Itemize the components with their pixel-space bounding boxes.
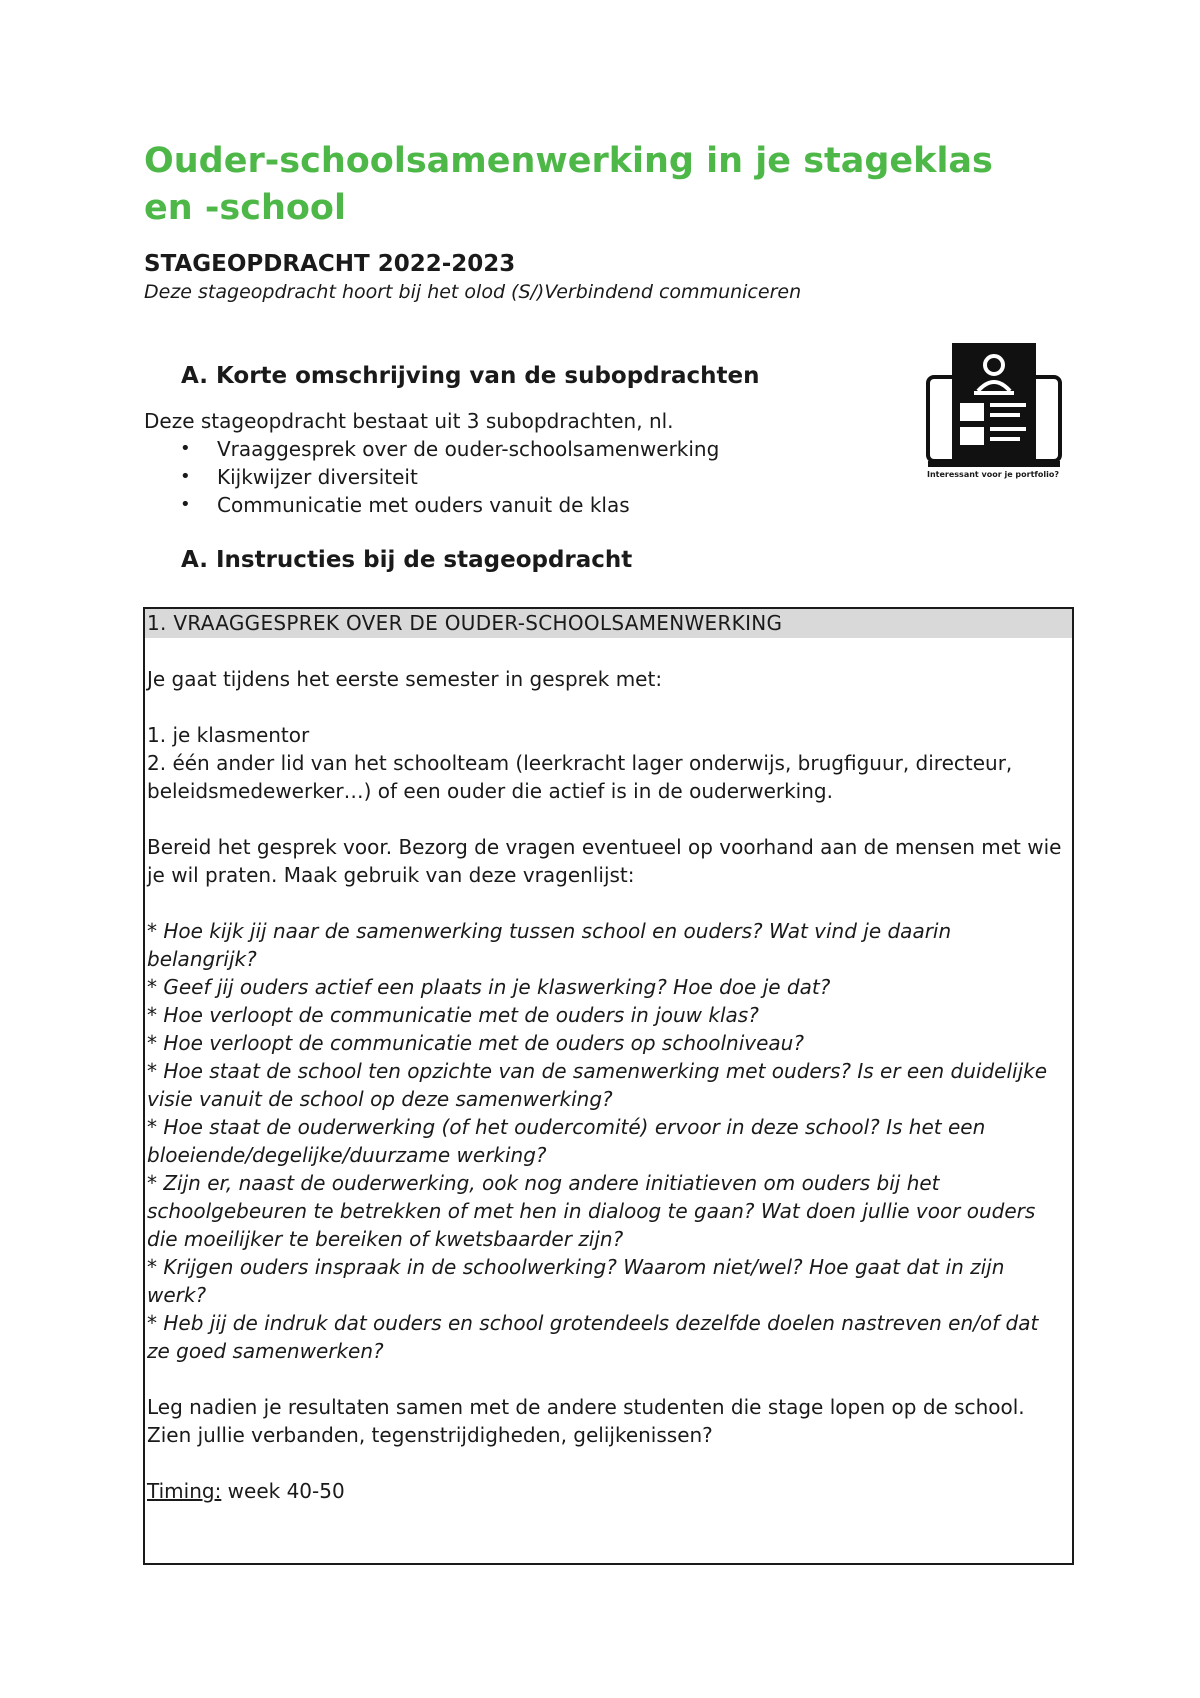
subassignments-list [144,435,719,519]
timing-value: week 40-50 [221,1479,345,1503]
question-item: * Zijn er, naast de ouderwerking, ook nog andere initiatieven om ouders bij het schoolgebeuren te betrekken of met hen in dialoog te gaan? Wat doen jullie voor ouders die moeilijker te bereiken of kwetsbaarder zijn? [147,1171,1036,1251]
timing-line [147,1477,1062,1505]
question-item: * Hoe staat de school ten opzichte van de samenwerking met ouders? Is er een duidelijke visie vanuit de school op deze samenwerking? [147,1059,1048,1111]
question-item: * Hoe verloopt de communicatie met de ouders in jouw klas? [147,1003,759,1027]
assignment-body [147,665,1062,1505]
document-title [144,138,1064,232]
question-item: * Hoe staat de ouderwerking (of het oudercomité) ervoor in deze school? Is het een bloeiende/degelijke/duurzame werking? [147,1115,986,1167]
person-item: 1. je klasmentor [147,723,310,747]
section-heading-subassignments: A. Korte omschrijving van de subopdrachten [181,363,760,389]
list-item: • Vraaggesprek over de ouder-schoolsamenwerking [180,437,720,461]
bullet-icon: • [180,466,191,487]
question-item: * Krijgen ouders inspraak in de schoolwerking? Waarom niet/wel? Hoe gaat dat in zijn werk? [147,1255,1005,1307]
assignment-intro: Je gaat tijdens het eerste semester in gesprek met: [147,667,663,691]
question-item: * Hoe kijk jij naar de samenwerking tussen school en ouders? Wat vind je daarin belangrijk? [147,919,952,971]
person-item: 2. één ander lid van het schoolteam (leerkracht lager onderwijs, brugfiguur, directeur, beleidsmedewerker…) of een ouder die actief is in de ouderwerking. [147,751,1013,803]
afterwards-paragraph: Leg nadien je resultaten samen met de andere studenten die stage lopen op de school. Zien jullie verbanden, tegenstrijdigheden, gelijkenissen? [147,1395,1025,1447]
document-subtitle: STAGEOPDRACHT 2022-2023 [144,251,516,277]
portfolio-caption: Interessant voor je portfolio? [927,470,1059,479]
section-heading-instructions: A. Instructies bij de stageopdracht [181,547,633,573]
list-item: • Kijkwijzer diversiteit [180,465,418,489]
timing-label: Timing: [147,1479,222,1503]
list-item: • Communicatie met ouders vanuit de klas [180,493,630,517]
question-item: * Hoe verloopt de communicatie met de ouders op schoolniveau? [147,1031,804,1055]
title-line-1: Ouder-schoolsamenwerking in je stageklas [144,141,993,181]
bullet-icon: • [180,494,191,515]
question-item: * Heb jij de indruk dat ouders en school grotendeels dezelfde doelen nastreven en/of dat ze goed samenwerken? [147,1311,1039,1363]
subassignments-lead: Deze stageopdracht bestaat uit 3 subopdrachten, nl. [144,409,674,433]
portfolio-icon [924,343,1064,483]
assignment-header: 1. VRAAGGESPREK OVER DE OUDER-SCHOOLSAMENWERKING [145,609,1072,638]
title-line-2: en -school [144,188,346,228]
prepare-paragraph: Bereid het gesprek voor. Bezorg de vragen eventueel op voorhand aan de mensen met wie je wil praten. Maak gebruik van deze vragenlijst: [147,835,1062,887]
bullet-icon: • [180,438,191,459]
question-item: * Geef jij ouders actief een plaats in je klaswerking? Hoe doe je dat? [147,975,831,999]
olod-note: Deze stageopdracht hoort bij het olod (S/)Verbindend communiceren [144,281,802,303]
assignment-box [143,607,1074,1565]
